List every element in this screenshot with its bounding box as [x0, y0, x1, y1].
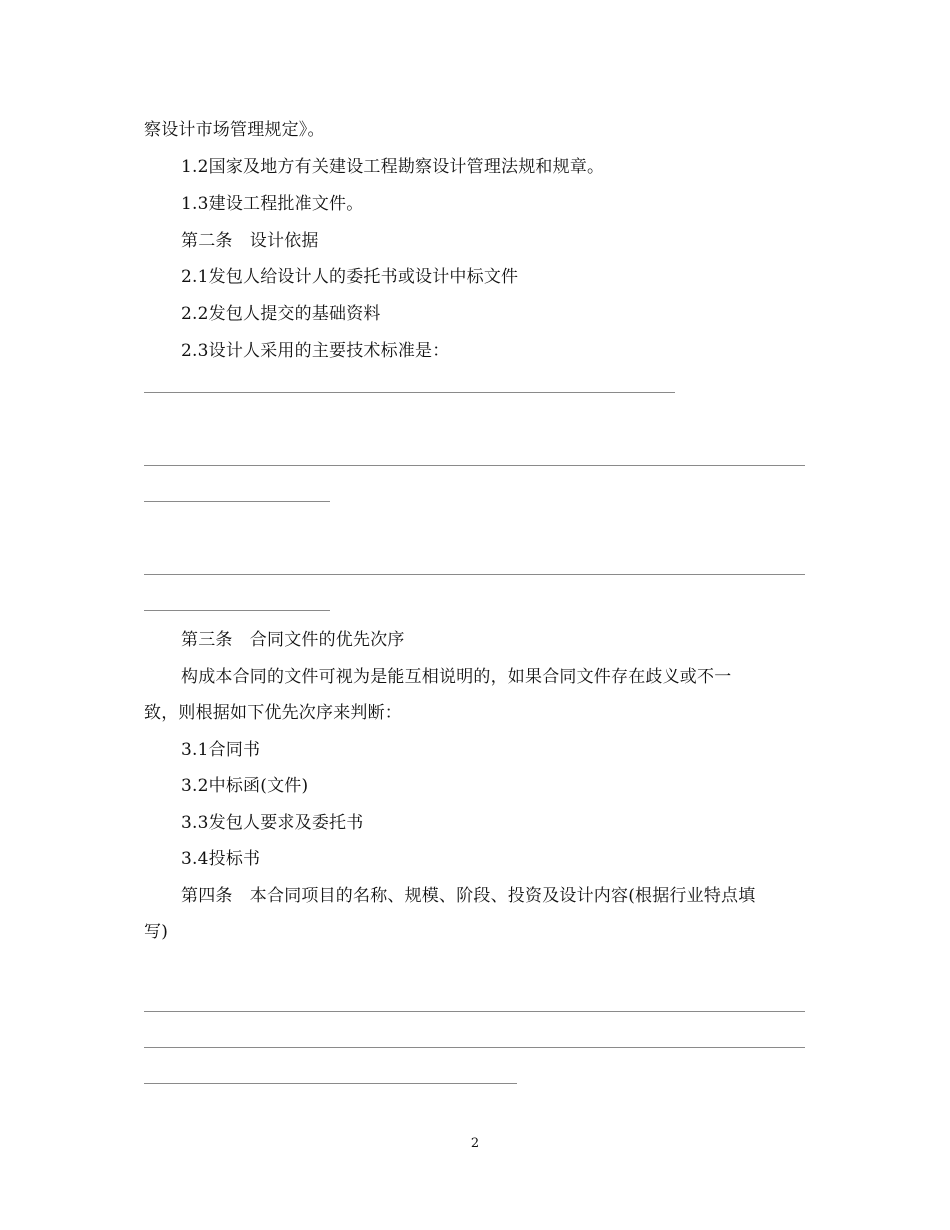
article-3-heading: 第三条 合同文件的优先次序: [181, 630, 405, 650]
blank-fill-line: [144, 1011, 805, 1012]
clause-3-4: 3.4投标书: [181, 849, 261, 869]
paragraph-text: 致，则根据如下优先次序来判断：: [144, 703, 402, 723]
paragraph-text: 察设计市场管理规定》。: [144, 120, 325, 140]
clause-3-3: 3.3发包人要求及委托书: [181, 813, 364, 833]
clause-3-1: 3.1合同书: [181, 740, 261, 760]
blank-fill-line: [144, 574, 805, 575]
blank-fill-line: [144, 392, 675, 393]
clause-2-2: 2.2发包人提交的基础资料: [181, 304, 381, 324]
blank-fill-line: [144, 1083, 517, 1084]
blank-fill-line: [144, 1047, 805, 1048]
clause-3-2: 3.2中标函(文件): [181, 776, 309, 796]
blank-fill-line: [144, 501, 330, 502]
clause-1-3: 1.3建设工程批准文件。: [181, 194, 364, 214]
blank-fill-line: [144, 610, 330, 611]
clause-2-1: 2.1发包人给设计人的委托书或设计中标文件: [181, 267, 519, 287]
paragraph-text: 构成本合同的文件可视为是能互相说明的，如果合同文件存在歧义或不一: [181, 667, 732, 687]
paragraph-text: 写): [144, 922, 169, 942]
article-4-heading: 第四条 本合同项目的名称、规模、阶段、投资及设计内容(根据行业特点填: [181, 886, 756, 906]
clause-1-2: 1.2国家及地方有关建设工程勘察设计管理法规和规章。: [181, 157, 605, 177]
clause-2-3: 2.3设计人采用的主要技术标准是：: [181, 341, 450, 361]
article-2-heading: 第二条 设计依据: [181, 231, 319, 251]
page-number: 2: [470, 1136, 480, 1151]
blank-fill-line: [144, 465, 805, 466]
